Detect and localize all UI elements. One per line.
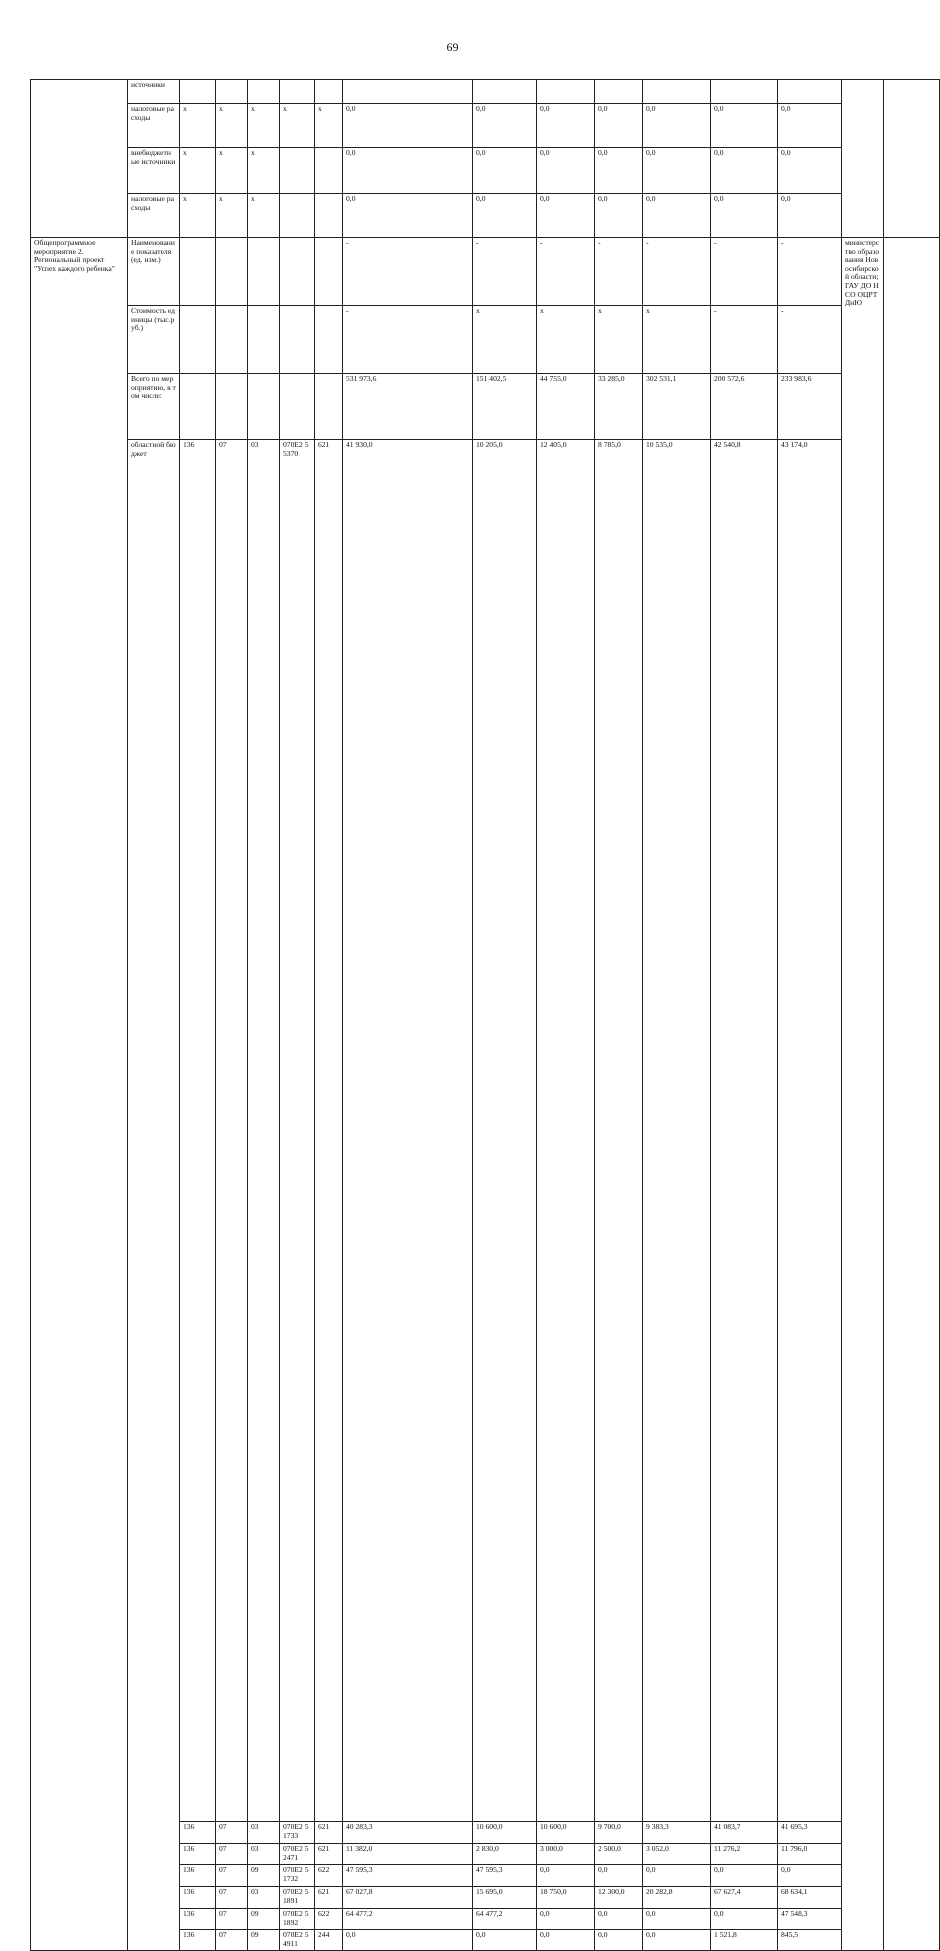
value-cell: 10 535,0 (643, 440, 711, 1822)
code-cell: 07 (216, 1887, 248, 1909)
code-cell: 09 (248, 1865, 280, 1887)
value-cell: - (711, 238, 778, 306)
code-cell: 136 (180, 1822, 216, 1844)
table-row (31, 374, 940, 440)
code-cell: 07 (216, 1844, 248, 1865)
code-cell: 070Е2 51732 (280, 1865, 315, 1887)
value-cell: 0,0 (343, 1930, 473, 1951)
code-cell: х (180, 104, 216, 148)
value-cell: 0,0 (537, 194, 595, 238)
value-cell: - (473, 238, 537, 306)
executor-cell: министерство образования Новосибирской области; ГАУ ДО НСО ОЦРТДиЮ (842, 238, 884, 1951)
code-cell: 621 (315, 1822, 343, 1844)
code-cell: 07 (216, 1909, 248, 1930)
code-cell: х (280, 104, 315, 148)
value-cell: 67 027,8 (343, 1887, 473, 1909)
code-cell: 136 (180, 1887, 216, 1909)
code-cell: 070Е2 52471 (280, 1844, 315, 1865)
value-cell: 41 695,3 (778, 1822, 842, 1844)
value-cell: 0,0 (778, 1865, 842, 1887)
code-cell: 136 (180, 1865, 216, 1887)
value-cell: х (595, 306, 643, 374)
value-cell: - (343, 306, 473, 374)
value-cell: 2 500,0 (595, 1844, 643, 1865)
code-cell (248, 306, 280, 374)
code-cell: х (216, 194, 248, 238)
value-cell: 64 477,2 (343, 1909, 473, 1930)
table-row (31, 306, 940, 374)
code-cell: 03 (248, 440, 280, 1822)
code-cell (216, 374, 248, 440)
page-number: 69 (446, 40, 459, 54)
code-cell (280, 238, 315, 306)
total-value-cell: 44 755,0 (537, 374, 595, 440)
indicator-label: Наименование показателя (ед. изм.) (128, 238, 180, 306)
table-row (31, 194, 940, 238)
code-cell: 070Е2 54911 (280, 1930, 315, 1951)
value-cell: 9 383,3 (643, 1822, 711, 1844)
source-label: источники (128, 80, 180, 104)
code-cell: 070Е2 51733 (280, 1822, 315, 1844)
table-row (31, 104, 940, 148)
value-cell: 68 634,1 (778, 1887, 842, 1909)
code-cell: 136 (180, 1930, 216, 1951)
code-cell (280, 80, 315, 104)
code-cell: х (180, 148, 216, 194)
code-cell: 03 (248, 1887, 280, 1909)
code-cell: 136 (180, 1844, 216, 1865)
value-cell: 18 750,0 (537, 1887, 595, 1909)
value-cell: 64 477,2 (473, 1909, 537, 1930)
code-cell: 07 (216, 1865, 248, 1887)
value-cell: 0,0 (711, 1909, 778, 1930)
code-cell (248, 374, 280, 440)
code-cell (216, 80, 248, 104)
budget-table (30, 79, 940, 1951)
table-row (31, 80, 940, 104)
code-cell (248, 238, 280, 306)
value-cell: 0,0 (643, 194, 711, 238)
value-cell: 0,0 (595, 1909, 643, 1930)
value-cell: 0,0 (778, 194, 842, 238)
value-cell: 0,0 (711, 148, 778, 194)
value-cell: х (473, 306, 537, 374)
code-cell: х (216, 148, 248, 194)
code-cell: х (315, 104, 343, 148)
code-cell: 03 (248, 1822, 280, 1844)
code-cell (180, 238, 216, 306)
value-cell: 0,0 (711, 104, 778, 148)
value-cell: 1 521,8 (711, 1930, 778, 1951)
total-value-cell: 33 285,0 (595, 374, 643, 440)
continuation-activity-cell (31, 80, 128, 238)
code-cell: 136 (180, 440, 216, 1822)
code-cell: 07 (216, 440, 248, 1822)
value-cell: 0,0 (643, 148, 711, 194)
code-cell (280, 194, 315, 238)
value-cell: 47 595,3 (473, 1865, 537, 1887)
code-cell: х (248, 148, 280, 194)
value-cell: 0,0 (537, 104, 595, 148)
total-value-cell: 531 973,6 (343, 374, 473, 440)
value-cell: 43 174,0 (778, 440, 842, 1822)
table-row (31, 148, 940, 194)
code-cell (315, 238, 343, 306)
value-cell: 0,0 (473, 194, 537, 238)
source-label: налоговые расходы (128, 194, 180, 238)
continuation-result-cell (884, 80, 940, 238)
value-cell: 0,0 (537, 1865, 595, 1887)
value-cell: 10 600,0 (537, 1822, 595, 1844)
code-cell: 621 (315, 1887, 343, 1909)
value-cell: - (778, 306, 842, 374)
value-cell: 0,0 (643, 104, 711, 148)
code-cell (315, 374, 343, 440)
value-cell: 0,0 (343, 148, 473, 194)
value-cell: 0,0 (537, 1930, 595, 1951)
code-cell: 09 (248, 1930, 280, 1951)
value-cell: 41 930,0 (343, 440, 473, 1822)
value-cell: 0,0 (537, 148, 595, 194)
value-cell (537, 80, 595, 104)
value-cell: 0,0 (778, 148, 842, 194)
value-cell: 0,0 (711, 1865, 778, 1887)
total-value-cell: 302 531,1 (643, 374, 711, 440)
code-cell (216, 238, 248, 306)
code-cell: 03 (248, 1844, 280, 1865)
value-cell: 67 627,4 (711, 1887, 778, 1909)
value-cell: 2 830,0 (473, 1844, 537, 1865)
code-cell: х (216, 104, 248, 148)
value-cell: 0,0 (343, 104, 473, 148)
code-cell: 136 (180, 1909, 216, 1930)
code-cell (248, 80, 280, 104)
value-cell: 20 282,8 (643, 1887, 711, 1909)
code-cell: 621 (315, 1844, 343, 1865)
code-cell (315, 194, 343, 238)
value-cell: 10 205,0 (473, 440, 537, 1822)
value-cell: 0,0 (595, 148, 643, 194)
value-cell: 47 548,3 (778, 1909, 842, 1930)
code-cell (280, 148, 315, 194)
value-cell (595, 80, 643, 104)
code-cell: х (248, 194, 280, 238)
code-cell (280, 374, 315, 440)
value-cell: 12 300,0 (595, 1887, 643, 1909)
value-cell: 0,0 (473, 148, 537, 194)
value-cell: 0,0 (643, 1909, 711, 1930)
total-value-cell: 200 572,6 (711, 374, 778, 440)
code-cell: 070Е2 51891 (280, 1887, 315, 1909)
value-cell: - (537, 238, 595, 306)
total-value-cell: 233 983,6 (778, 374, 842, 440)
table-row (31, 440, 940, 1822)
code-cell (315, 148, 343, 194)
source-label: налоговые расходы (128, 104, 180, 148)
value-cell: 8 785,0 (595, 440, 643, 1822)
value-cell: 0,0 (643, 1865, 711, 1887)
value-cell (643, 80, 711, 104)
code-cell: 621 (315, 440, 343, 1822)
code-cell (280, 306, 315, 374)
value-cell: 11 796,0 (778, 1844, 842, 1865)
value-cell: 0,0 (778, 104, 842, 148)
value-cell: - (343, 238, 473, 306)
source-label: внебюджетные источники (128, 148, 180, 194)
value-cell: 3 052,0 (643, 1844, 711, 1865)
code-cell (180, 374, 216, 440)
unit-cost-label: Стоимость единицы (тыс.руб.) (128, 306, 180, 374)
value-cell: 0,0 (643, 1930, 711, 1951)
value-cell: 0,0 (595, 1930, 643, 1951)
value-cell: - (711, 306, 778, 374)
value-cell: 15 695,0 (473, 1887, 537, 1909)
code-cell: 07 (216, 1930, 248, 1951)
value-cell: 845,5 (778, 1930, 842, 1951)
code-cell: 070Е2 51892 (280, 1909, 315, 1930)
value-cell (711, 80, 778, 104)
code-cell: х (248, 104, 280, 148)
table-row (31, 238, 940, 306)
value-cell: 3 000,0 (537, 1844, 595, 1865)
value-cell: 0,0 (595, 1865, 643, 1887)
value-cell: - (595, 238, 643, 306)
value-cell: 10 600,0 (473, 1822, 537, 1844)
code-cell: 07 (216, 1822, 248, 1844)
value-cell: 40 283,3 (343, 1822, 473, 1844)
code-cell: 070Е2 55370 (280, 440, 315, 1822)
code-cell: 09 (248, 1909, 280, 1930)
code-cell (180, 80, 216, 104)
value-cell: 9 700,0 (595, 1822, 643, 1844)
value-cell (473, 80, 537, 104)
value-cell: 12 405,0 (537, 440, 595, 1822)
total-value-cell: 151 402,5 (473, 374, 537, 440)
value-cell: 41 083,7 (711, 1822, 778, 1844)
value-cell: - (778, 238, 842, 306)
code-cell (180, 306, 216, 374)
value-cell: 11 382,0 (343, 1844, 473, 1865)
activity-title: Общепрограммное мероприятие 2. Региональный проект "Успех каждого ребенка" (31, 238, 128, 1951)
continuation-executor-cell (842, 80, 884, 238)
code-cell: 622 (315, 1909, 343, 1930)
value-cell (778, 80, 842, 104)
value-cell: 0,0 (473, 1930, 537, 1951)
value-cell: 0,0 (595, 194, 643, 238)
value-cell (343, 80, 473, 104)
spacer-cell (884, 238, 940, 1951)
value-cell: - (643, 238, 711, 306)
code-cell (216, 306, 248, 374)
code-cell: х (180, 194, 216, 238)
value-cell: 42 540,8 (711, 440, 778, 1822)
value-cell: 0,0 (595, 104, 643, 148)
value-cell: 0,0 (711, 194, 778, 238)
code-cell: 244 (315, 1930, 343, 1951)
code-cell (315, 80, 343, 104)
value-cell: х (643, 306, 711, 374)
budget-label: областной бюджет (128, 440, 180, 1951)
value-cell: х (537, 306, 595, 374)
value-cell: 0,0 (343, 194, 473, 238)
value-cell: 0,0 (473, 104, 537, 148)
value-cell: 0,0 (537, 1909, 595, 1930)
code-cell: 622 (315, 1865, 343, 1887)
total-label: Всего по мероприятию, в том числе: (128, 374, 180, 440)
code-cell (315, 306, 343, 374)
value-cell: 11 276,2 (711, 1844, 778, 1865)
value-cell: 47 595,3 (343, 1865, 473, 1887)
